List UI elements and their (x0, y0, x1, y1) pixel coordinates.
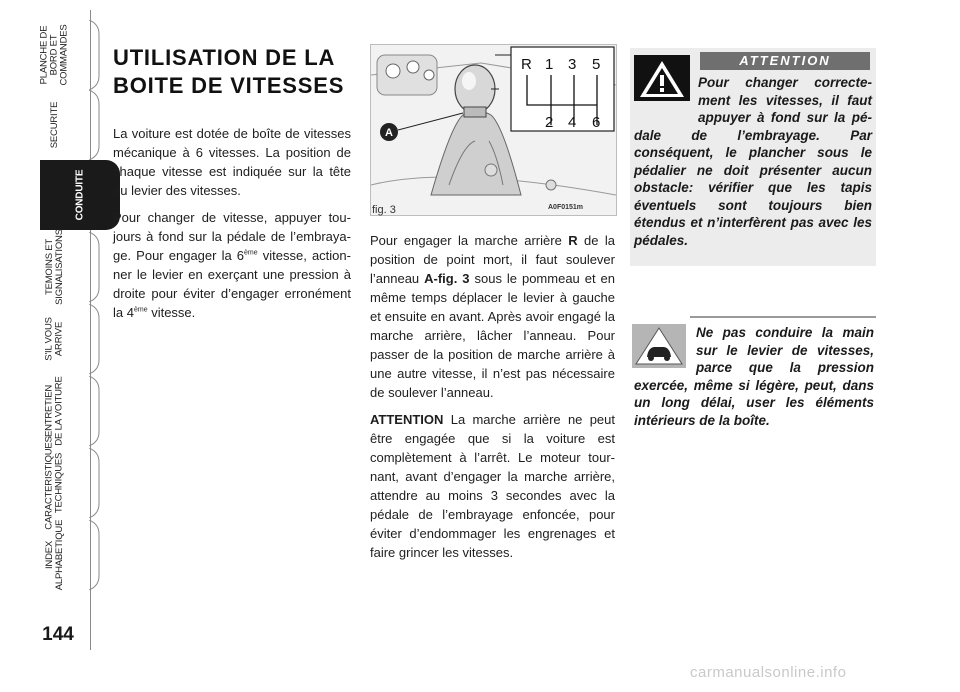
reverse-gear-paragraph: Pour engager la marche arrière R de la position de point mort, il faut soulever l’anneau A-fig. 3 sous le pommeau et en même temps déplacer le levier à gauche et ensuite en avant. Après avoir engagé la marche arrière, lâcher l’anneau. Pour passer de la position de marche arrière à une autre vitesse, il n’est pas nécessaire de soulever l’anneau. (370, 233, 615, 400)
warning-badge: ATTENTION (700, 52, 870, 70)
tab-securite[interactable] (20, 90, 120, 160)
note-text: Ne pas conduire la main sur le levier de vitesses, parce que la pression exercée, même si légère, peut, dans un long délai, user les éléments intérieurs de la boîte. (634, 325, 874, 428)
shift-paragraph: Pour changer de vitesse, appuyer toujours à fond sur la pédale de l’embrayage. Pour engager la 6ème vitesse, actionner le levier en exerçant une pression à droite pour éviter d’engager erronément la 4ème vitesse. (113, 210, 351, 320)
tab-curve (89, 232, 101, 302)
tab-label: CARACTERISTIQUES TECHNIQUES (44, 436, 65, 530)
tab-conduite[interactable] (20, 160, 120, 230)
intro-paragraph: La voiture est dotée de boîte de vitesses mécanique à 6 vitesses. La position de chaque vitesse est indiquée sur la tête du levier des vitesses. (113, 126, 351, 198)
tab-label: SECURITE (49, 101, 60, 149)
section-title (113, 44, 363, 100)
gear-6: 6 (592, 114, 601, 131)
tab-planche-de-bord[interactable] (20, 20, 120, 90)
tab-temoins-signalisations[interactable] (20, 229, 120, 305)
tab-curve (89, 20, 101, 90)
tab-sil-vous-arrive[interactable] (20, 304, 120, 374)
warning-text: Pour changer correctement les vitesses, il faut appuyer à fond sur la pédale de l’embrayage. Par conséquent, le plancher sous le pédalier ne doit présenter aucun obstacle: vérifier que les tapis éventuels sont toujours bien étendus et n’interfèrent pas avec les pédales. (634, 75, 872, 248)
tab-curve (89, 376, 101, 446)
tab-caracteristiques[interactable] (20, 436, 120, 530)
title-line-2: BOITE DE VITESSES (113, 73, 345, 98)
intro-column (113, 124, 351, 330)
note-divider (690, 316, 876, 318)
figure-caption: fig. 3 (372, 204, 396, 216)
side-navigation (20, 10, 100, 680)
gear-5: 5 (592, 56, 601, 73)
tab-curve (89, 90, 101, 160)
tab-label: CONDUITE (74, 169, 85, 221)
tab-label: INDEX ALPHABETIQUE (44, 519, 65, 591)
callout-a-label: A (385, 127, 393, 139)
gear-1: 1 (545, 56, 554, 73)
tab-label: TEMOINS ET SIGNALISATIONS (44, 229, 65, 305)
tab-label: PLANCHE DE BORD ET COMMANDES (38, 24, 70, 86)
gear-lever-illustration (371, 45, 616, 215)
reverse-gear-caution: ATTENTION La marche arrière ne peut être engagée que si la voiture est complètement à l’arrêt. Le moteur tournant, avant d’engager la marche arrière, attendre au moins 3 secondes avec la pédale de l’embrayage enfoncée, pour éviter d’endommager les engrenages et faire grincer les vitesses. (370, 412, 615, 560)
tab-curve (89, 304, 101, 374)
tab-index[interactable] (20, 520, 120, 590)
tab-label: ENTRETIEN DE LA VOITURE (43, 376, 65, 446)
gear-2: 2 (545, 114, 554, 131)
reverse-gear-column (370, 231, 615, 570)
gear-3: 3 (568, 56, 577, 73)
figure-code: A0F0151m (548, 204, 584, 211)
gear-r: R (521, 56, 532, 73)
watermark: carmanualsonline.info (690, 664, 847, 681)
gear-lever-figure (370, 44, 617, 216)
tab-curve (89, 448, 101, 518)
tab-entretien[interactable] (20, 376, 120, 446)
tab-label: S'IL VOUS ARRIVE (43, 317, 65, 361)
gear-4: 4 (568, 114, 577, 131)
page-number: 144 (42, 624, 74, 645)
tab-curve (89, 520, 101, 590)
title-line-1: UTILISATION DE LA (113, 45, 336, 70)
